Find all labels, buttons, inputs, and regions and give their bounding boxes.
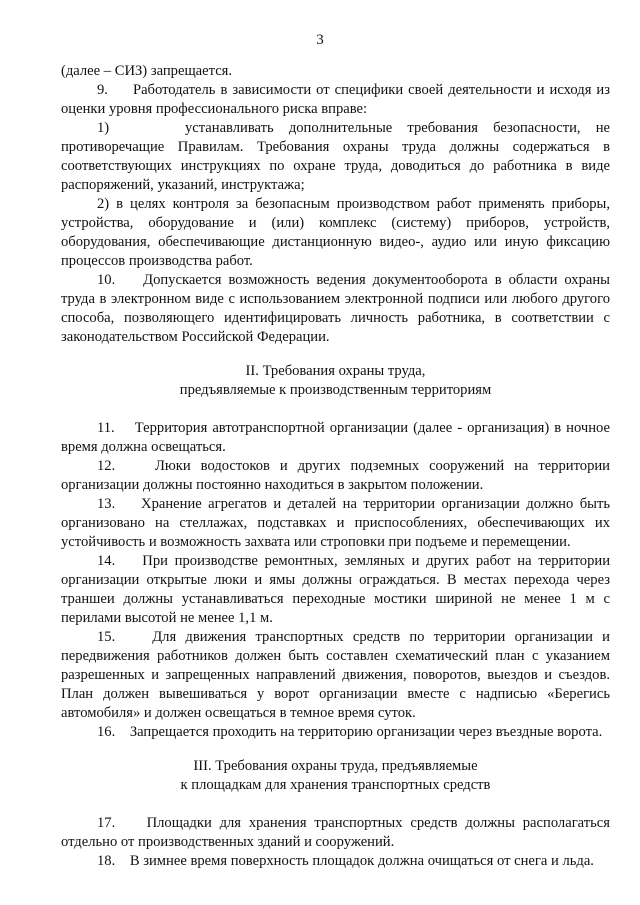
paragraph-9-item-2: 2) в целях контроля за безопасным производством работ применять приборы, устройства, оборудование и (или) комплекс (систему) приборов, устройств, оборудования, обеспечивающие дистанционную видео-, аудио или иную фиксацию процессов производства работ. bbox=[61, 196, 610, 269]
section-heading-2-line-1: II. Требования охраны труда, bbox=[245, 363, 426, 379]
section-heading-3-line-2: к площадкам для хранения транспортных средств bbox=[180, 777, 491, 793]
section-heading-3 bbox=[61, 757, 610, 795]
paragraph-16: 16. Запрещается проходить на территорию организации через въездные ворота. bbox=[97, 724, 603, 740]
paragraph-15: 15. Для движения транспортных средств по территории организации и передвижения работников должен быть составлен схематический план с указанием разрешенных и запрещенных направлений движения, поворотов, выездов и съездов. План должен вывешиваться у ворот организации вместе с надписью «Берегись автомобиля» и должен освещаться в темное время суток. bbox=[61, 629, 610, 721]
paragraph-siz-continuation: (далее – СИЗ) запрещается. bbox=[61, 63, 233, 79]
section-heading-2-line-2: предъявляемые к производственным территориям bbox=[179, 382, 492, 398]
paragraph-9: 9. Работодатель в зависимости от специфики своей деятельности и исходя из оценки уровня профессионального риска вправе: bbox=[61, 82, 610, 117]
paragraph-10: 10. Допускается возможность ведения документооборота в области охраны труда в электронном виде с использованием электронной подписи или любого другого способа, позволяющего идентифицировать личность работника, в соответствии с законодательством Российской Федерации. bbox=[61, 272, 610, 345]
paragraph-18: 18. В зимнее время поверхность площадок должна очищаться от снега и льда. bbox=[97, 853, 594, 869]
paragraph-13: 13. Хранение агрегатов и деталей на территории организации должно быть организовано на стеллажах, подставках и приспособлениях, обеспечивающих их устойчивость и возможность захвата или строповки при подъеме и перемещении. bbox=[61, 496, 610, 550]
page-number: 3 bbox=[316, 32, 324, 48]
paragraph-14: 14. При производстве ремонтных, земляных и других работ на территории организации открытые люки и ямы должны ограждаться. В местах перехода через траншеи должны устанавливаться переходные мостики шириной не менее 1 м с перилами высотой не менее 1,1 м. bbox=[61, 553, 610, 626]
paragraph-9-item-1: 1) устанавливать дополнительные требования безопасности, не противоречащие Правилам. Требования охраны труда должны содержаться в соответствующих инструкциях по охране труда, доводиться до работника в виде распоряжений, указаний, инструктажа; bbox=[61, 120, 610, 193]
document-body bbox=[61, 62, 610, 871]
paragraph-12: 12. Люки водостоков и других подземных сооружений на территории организации должны постоянно находиться в закрытом положении. bbox=[61, 458, 610, 493]
section-heading-2 bbox=[61, 362, 610, 400]
paragraph-17: 17. Площадки для хранения транспортных средств должны располагаться отдельно от производственных зданий и сооружений. bbox=[61, 815, 610, 850]
paragraph-11: 11. Территория автотранспортной организации (далее - организация) в ночное время должна освещаться. bbox=[61, 420, 610, 455]
section-heading-3-line-1: III. Требования охраны труда, предъявляемые bbox=[193, 758, 478, 774]
